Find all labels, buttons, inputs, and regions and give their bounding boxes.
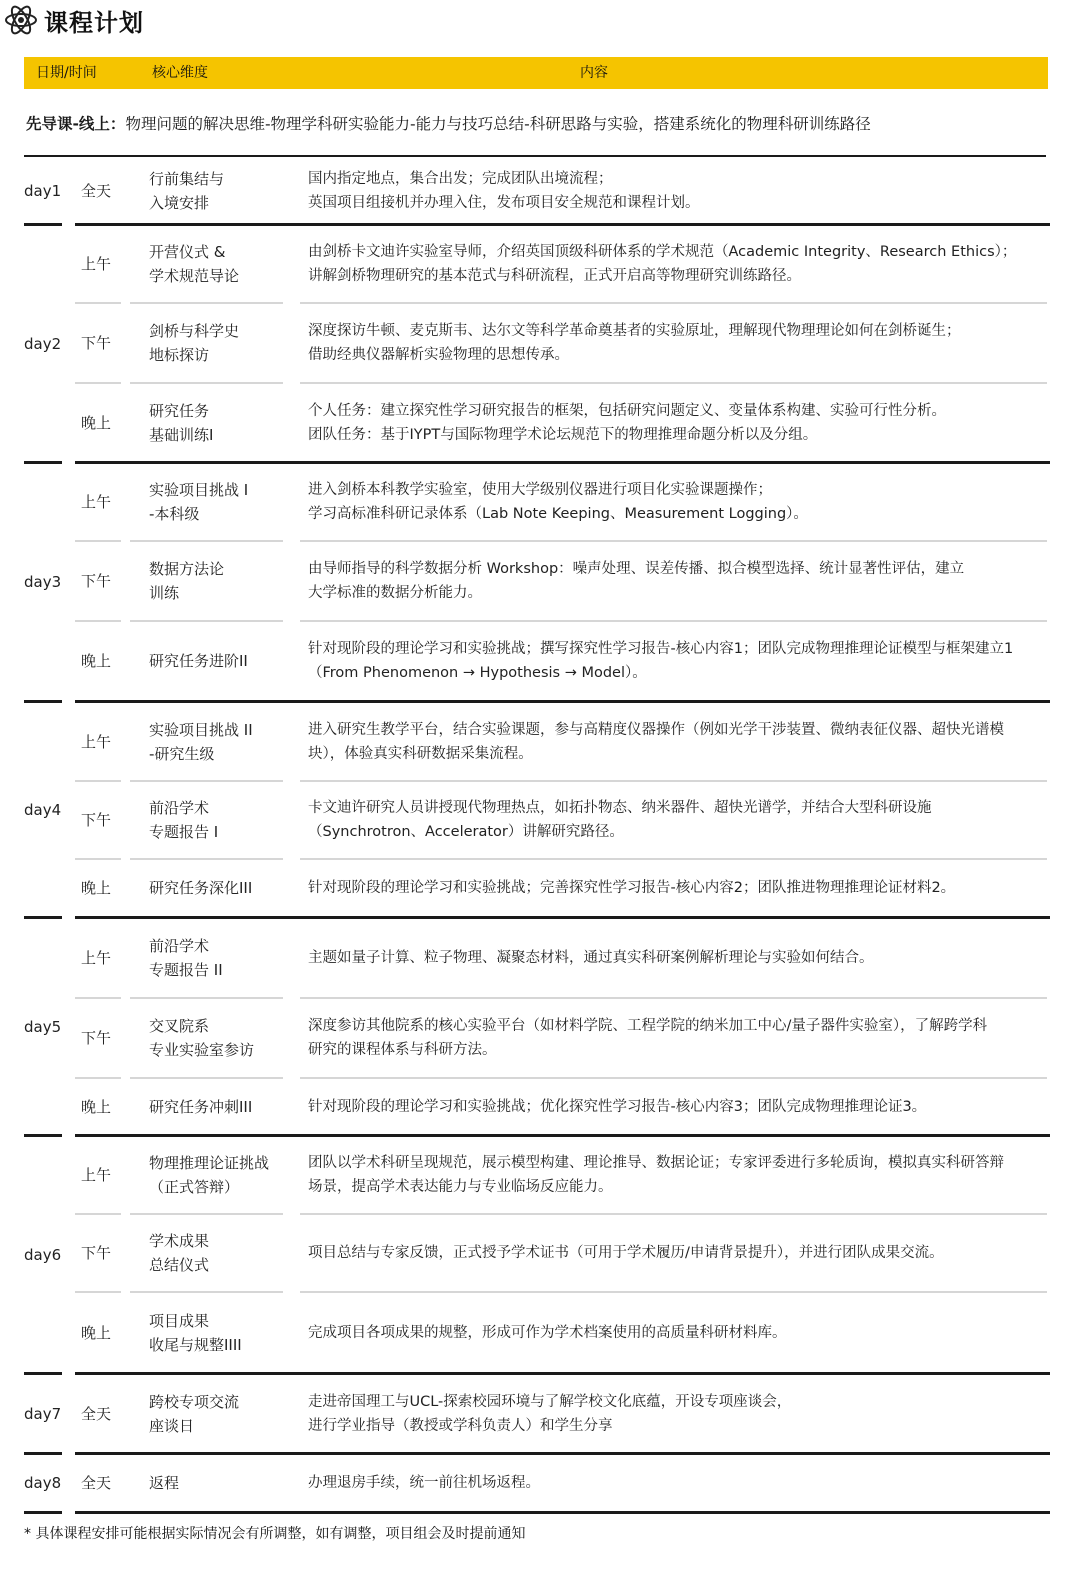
content-line: 针对现阶段的理论学习和实验挑战；撰写探究性学习报告-核心内容1；团队完成物理推理论证模型与框架建立1 bbox=[308, 641, 1014, 657]
topic-line: 研究任务进阶II bbox=[149, 652, 248, 670]
content-line: 研究的课程体系与科研方法。 bbox=[308, 1042, 497, 1058]
topic-line: 座谈日 bbox=[149, 1416, 195, 1435]
row-divider bbox=[75, 620, 121, 622]
session-topic bbox=[149, 319, 239, 367]
day-label: day4 bbox=[24, 800, 62, 819]
topic-line: 前沿学术 bbox=[149, 799, 210, 817]
content-line: 深度探访牛顿、麦克斯韦、达尔文等科学革命奠基者的实验原址，理解现代物理理论如何在剑桥诞生； bbox=[308, 323, 961, 339]
session-topic bbox=[149, 240, 239, 288]
topic-line: 学术成果 bbox=[149, 1232, 210, 1250]
day-divider bbox=[24, 461, 62, 464]
row-divider bbox=[75, 1213, 121, 1215]
footnote: * 具体课程安排可能根据实际情况会有所调整，如有调整，项目组会及时提前通知 bbox=[24, 1526, 526, 1542]
title-text: 课程计划 bbox=[44, 8, 144, 37]
session-content bbox=[308, 1151, 1083, 1199]
period-label: 晚上 bbox=[81, 1097, 112, 1116]
content-line: 国内指定地点，集合出发；完成团队出境流程； bbox=[308, 170, 613, 187]
row-divider bbox=[75, 540, 121, 542]
session-topic bbox=[149, 649, 248, 673]
topic-line: 数据方法论 bbox=[149, 560, 225, 578]
content-line: 场景，提高学术表达能力与专业临场反应能力。 bbox=[308, 1179, 613, 1195]
period-label: 晚上 bbox=[81, 1323, 112, 1342]
period-label: 上午 bbox=[81, 493, 112, 511]
period-label: 上午 bbox=[81, 949, 112, 967]
session-topic bbox=[149, 167, 224, 215]
topic-line: 项目成果 bbox=[149, 1311, 210, 1330]
row-divider bbox=[300, 382, 1047, 384]
session-topic bbox=[149, 1309, 242, 1357]
content-line: 项目总结与专家反馈，正式授予学术证书（可用于学术履历/申请背景提升），并进行团队成果交流。 bbox=[308, 1245, 944, 1261]
content-line: 块），体验真实科研数据采集流程。 bbox=[308, 745, 533, 762]
session-topic bbox=[149, 478, 248, 526]
header-content: 内容 bbox=[580, 65, 608, 81]
session-topic bbox=[149, 399, 213, 447]
row-divider bbox=[130, 1291, 283, 1293]
topic-line: -研究生级 bbox=[149, 744, 215, 763]
session-topic bbox=[149, 1095, 252, 1119]
session-content bbox=[308, 1095, 1083, 1119]
content-line: 进行学业指导（教授或学科负责人）和学生分享 bbox=[308, 1417, 613, 1434]
topic-line: 训练 bbox=[149, 584, 180, 602]
content-line: 深度参访其他院系的核心实验平台（如材料学院、工程学院的纳米加工中心/量子器件实验室），了解跨学科 bbox=[308, 1018, 988, 1034]
session-content bbox=[308, 399, 1083, 447]
row-divider bbox=[300, 780, 1047, 782]
day-divider bbox=[75, 916, 1050, 919]
row-divider bbox=[130, 997, 283, 999]
topic-line: 返程 bbox=[149, 1474, 180, 1492]
header-dimension: 核心维度 bbox=[152, 65, 208, 81]
day-label: day7 bbox=[24, 1404, 62, 1423]
row-divider bbox=[130, 620, 283, 622]
session-topic bbox=[149, 718, 253, 766]
session-content bbox=[308, 240, 1083, 288]
day-divider bbox=[75, 1511, 1050, 1514]
session-topic bbox=[149, 1390, 239, 1438]
session-topic bbox=[149, 796, 218, 844]
topic-line: 地标探访 bbox=[149, 346, 210, 364]
topic-line: 专题报告 II bbox=[149, 961, 223, 979]
period-label: 全天 bbox=[81, 181, 112, 200]
row-divider bbox=[300, 620, 1047, 622]
period-label: 下午 bbox=[81, 572, 112, 590]
day-divider bbox=[24, 1372, 62, 1375]
period-label: 全天 bbox=[81, 1404, 112, 1423]
intro-label: 先导课-线上： bbox=[26, 115, 126, 133]
content-line: 针对现阶段的理论学习和实验挑战；完善探究性学习报告-核心内容2；团队推进物理推理论证材料2。 bbox=[308, 880, 956, 896]
session-content bbox=[308, 718, 1083, 766]
topic-line: 开营仪式 & bbox=[149, 243, 226, 261]
row-divider bbox=[130, 858, 283, 860]
day-divider bbox=[75, 223, 1050, 226]
session-content bbox=[308, 946, 1083, 970]
row-divider bbox=[300, 1213, 1047, 1215]
row-divider bbox=[300, 1291, 1047, 1293]
content-line: 进入剑桥本科教学实验室，使用大学级别仪器进行项目化实验课题操作； bbox=[308, 482, 772, 498]
session-content bbox=[308, 1321, 1083, 1345]
row-divider bbox=[75, 780, 121, 782]
content-line: 办理退房手续，统一前往机场返程。 bbox=[308, 1475, 540, 1491]
day-label: day5 bbox=[24, 1017, 62, 1036]
content-line: 大学标准的数据分析能力。 bbox=[308, 585, 482, 601]
topic-line: 入境安排 bbox=[149, 193, 210, 212]
session-content bbox=[308, 167, 1083, 215]
topic-line: 收尾与规整IIII bbox=[149, 1335, 242, 1354]
day-label: day1 bbox=[24, 181, 62, 200]
row-divider bbox=[300, 302, 1047, 304]
topic-line: 跨校专项交流 bbox=[149, 1392, 240, 1411]
topic-line: 专业实验室参访 bbox=[149, 1041, 255, 1059]
session-topic bbox=[149, 557, 224, 605]
session-content bbox=[308, 1471, 1083, 1495]
content-line: 团队任务：基于IYPT与国际物理学术论坛规范下的物理推理命题分析以及分组。 bbox=[308, 426, 818, 443]
intro-text: 物理问题的解决思维-物理学科研实验能力-能力与技巧总结-科研思路与实验，搭建系统化的物理科研训练路径 bbox=[125, 115, 871, 133]
session-content bbox=[308, 557, 1083, 605]
period-label: 晚上 bbox=[81, 652, 112, 670]
topic-line: 前沿学术 bbox=[149, 937, 210, 955]
row-divider bbox=[75, 858, 121, 860]
day-divider bbox=[24, 223, 62, 226]
day-divider bbox=[24, 1511, 62, 1514]
session-topic bbox=[149, 934, 223, 982]
session-topic bbox=[149, 876, 252, 900]
row-divider bbox=[300, 1077, 1047, 1079]
period-label: 全天 bbox=[81, 1474, 112, 1492]
period-label: 晚上 bbox=[81, 413, 112, 432]
session-content bbox=[308, 1014, 1083, 1062]
period-label: 下午 bbox=[81, 1029, 112, 1047]
topic-line: 物理推理论证挑战 bbox=[149, 1154, 270, 1172]
row-divider bbox=[300, 858, 1047, 860]
period-label: 上午 bbox=[81, 1166, 112, 1184]
topic-line: -本科级 bbox=[149, 505, 200, 523]
row-divider bbox=[75, 997, 121, 999]
day-divider bbox=[75, 1452, 1050, 1455]
row-divider bbox=[130, 780, 283, 782]
row-divider bbox=[130, 382, 283, 384]
session-content bbox=[308, 319, 1083, 367]
day-divider bbox=[24, 916, 62, 919]
day-divider bbox=[75, 700, 1050, 703]
day-label: day2 bbox=[24, 334, 62, 353]
row-divider bbox=[75, 382, 121, 384]
session-content bbox=[308, 876, 1083, 900]
topic-line: （正式答辩） bbox=[149, 1178, 240, 1196]
topic-line: 基础训练I bbox=[149, 425, 214, 444]
topic-line: 实验项目挑战 II bbox=[149, 720, 253, 739]
session-content bbox=[308, 796, 1083, 844]
day-divider bbox=[24, 1452, 62, 1455]
content-line: 走进帝国理工与UCL-探索校园环境与了解学校文化底蕴，开设专项座谈会， bbox=[308, 1393, 792, 1410]
topic-line: 行前集结与 bbox=[149, 169, 225, 188]
content-line: 英国项目组接机并办理入住，发布项目安全规范和课程计划。 bbox=[308, 194, 700, 211]
day-label: day3 bbox=[24, 573, 62, 591]
header-date: 日期/时间 bbox=[36, 65, 97, 81]
row-divider bbox=[300, 997, 1047, 999]
topic-line: 实验项目挑战 I bbox=[149, 481, 249, 499]
row-divider bbox=[75, 1291, 121, 1293]
content-line: 主题如量子计算、粒子物理、凝聚态材料，通过真实科研案例解析理论与实验如何结合。 bbox=[308, 950, 874, 966]
session-content bbox=[308, 478, 1083, 526]
row-divider bbox=[130, 1213, 283, 1215]
day-divider bbox=[24, 700, 62, 703]
content-line: 进入研究生教学平台，结合实验课题，参与高精度仪器操作（例如光学干涉装置、微纳表征仪器、超快光谱模 bbox=[308, 721, 1004, 738]
topic-line: 交叉院系 bbox=[149, 1017, 210, 1035]
session-content bbox=[308, 637, 1083, 685]
period-label: 上午 bbox=[81, 255, 112, 273]
session-topic bbox=[149, 1014, 254, 1062]
session-content bbox=[308, 1390, 1083, 1438]
topic-line: 研究任务 bbox=[149, 401, 210, 420]
day-label: day6 bbox=[24, 1245, 62, 1264]
content-line: 团队以学术科研呈现规范，展示模型构建、理论推导、数据论证；专家评委进行多轮质询，模拟真实科研答辩 bbox=[308, 1155, 1004, 1171]
content-line: 卡文迪许研究人员讲授现代物理热点，如拓扑物态、纳米器件、超快光谱学，并结合大型科研设施 bbox=[308, 800, 932, 816]
content-line: （From Phenomenon → Hypothesis → Model）。 bbox=[308, 665, 647, 681]
row-divider bbox=[75, 302, 121, 304]
content-line: 个人任务：建立探究性学习研究报告的框架，包括研究问题定义、变量体系构建、实验可行性分析。 bbox=[308, 402, 946, 419]
topic-line: 研究任务冲刺III bbox=[149, 1097, 253, 1116]
period-label: 上午 bbox=[81, 732, 112, 751]
content-line: （Synchrotron、Accelerator）讲解研究路径。 bbox=[308, 824, 624, 840]
content-line: 借助经典仪器解析实验物理的思想传承。 bbox=[308, 347, 569, 363]
row-divider bbox=[130, 302, 283, 304]
period-label: 下午 bbox=[81, 1244, 112, 1262]
day-label: day8 bbox=[24, 1474, 62, 1492]
topic-line: 总结仪式 bbox=[149, 1256, 210, 1274]
day-divider bbox=[24, 1134, 62, 1137]
content-line: 针对现阶段的理论学习和实验挑战；优化探究性学习报告-核心内容3；团队完成物理推理论证3。 bbox=[308, 1098, 927, 1115]
content-line: 讲解剑桥物理研究的基本范式与科研流程，正式开启高等物理研究训练路径。 bbox=[308, 268, 801, 284]
row-divider bbox=[300, 540, 1047, 542]
content-line: 由导师指导的科学数据分析 Workshop：噪声处理、误差传播、拟合模型选择、统计显著性评估，建立 bbox=[308, 561, 965, 577]
period-label: 晚上 bbox=[81, 879, 112, 897]
table-top-border bbox=[24, 155, 1046, 157]
content-line: 完成项目各项成果的规整，形成可作为学术档案使用的高质量科研材料库。 bbox=[308, 1324, 787, 1341]
topic-line: 学术规范导论 bbox=[149, 267, 240, 285]
content-line: 学习高标准科研记录体系（Lab Note Keeping、Measurement Logging）。 bbox=[308, 506, 808, 522]
row-divider bbox=[75, 1077, 121, 1079]
day-divider bbox=[75, 1134, 1050, 1137]
content-line: 由剑桥卡文迪许实验室导师，介绍英国顶级科研体系的学术规范（Academic Integrity、Research Ethics）； bbox=[308, 244, 1017, 260]
session-content bbox=[308, 1241, 1083, 1265]
row-divider bbox=[130, 1077, 283, 1079]
day-divider bbox=[75, 461, 1050, 464]
session-topic bbox=[149, 1229, 209, 1277]
row-divider bbox=[130, 540, 283, 542]
topic-line: 研究任务深化III bbox=[149, 879, 253, 897]
period-label: 下午 bbox=[81, 811, 112, 829]
topic-line: 专题报告 I bbox=[149, 823, 219, 841]
day-divider bbox=[75, 1372, 1050, 1375]
period-label: 下午 bbox=[81, 334, 112, 352]
session-topic bbox=[149, 1471, 179, 1495]
topic-line: 剑桥与科学史 bbox=[149, 322, 240, 340]
session-topic bbox=[149, 1151, 269, 1199]
